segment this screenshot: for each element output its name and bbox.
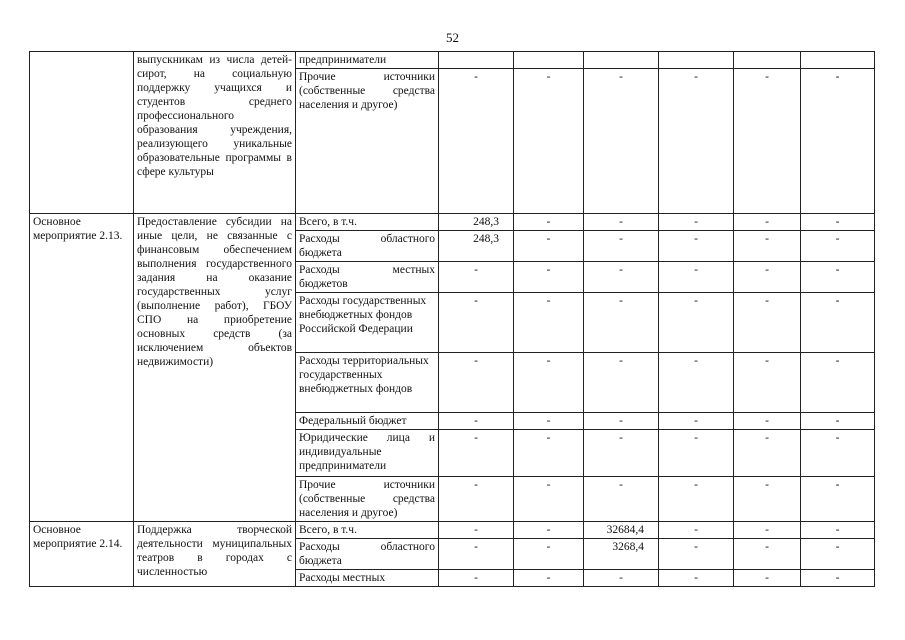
cell-value: -: [734, 293, 801, 353]
cell-value: -: [734, 539, 801, 570]
cell-value: -: [801, 570, 875, 587]
cell-value: -: [801, 413, 875, 430]
cell-source: Расходы областного бюджета: [296, 231, 439, 262]
cell-value: -: [734, 231, 801, 262]
cell-value: -: [659, 570, 734, 587]
cell-value: -: [659, 69, 734, 214]
cell-description: Поддержка творческой деятельности муниципальных театров в городах с численностью: [134, 522, 296, 587]
cell-value: -: [439, 570, 514, 587]
cell-value: -: [514, 477, 584, 522]
cell-value: -: [439, 293, 514, 353]
cell-source: Всего, в т.ч.: [296, 214, 439, 231]
cell-source: Расходы областного бюджета: [296, 539, 439, 570]
cell-value: 3268,4: [584, 539, 659, 570]
table-row: [30, 52, 875, 69]
cell-source: Прочие источники (собственные средства населения и другое): [296, 69, 439, 214]
cell-value: 32684,4: [584, 522, 659, 539]
cell-value: -: [734, 214, 801, 231]
cell-value: -: [439, 353, 514, 413]
cell-description: выпускникам из числа детей-сирот, на социальную поддержку учащихся и студентов среднего профессионального образования учреждения, реализующего уникальные образовательные программы в сфере культуры: [134, 52, 296, 214]
cell-value: -: [801, 214, 875, 231]
cell-value: -: [659, 214, 734, 231]
cell-event: Основное мероприятие 2.13.: [30, 214, 134, 522]
cell-value: -: [659, 353, 734, 413]
cell-value: -: [584, 477, 659, 522]
cell-value: -: [439, 262, 514, 293]
cell-source: предприниматели: [296, 52, 439, 69]
cell-value: -: [801, 477, 875, 522]
cell-value: -: [734, 69, 801, 214]
cell-value: -: [439, 539, 514, 570]
cell-value: -: [584, 69, 659, 214]
table-row: [30, 214, 875, 231]
cell-value: -: [439, 477, 514, 522]
cell-value: -: [439, 522, 514, 539]
cell-value: -: [801, 69, 875, 214]
cell-value: -: [584, 262, 659, 293]
cell-value: -: [734, 430, 801, 477]
cell-value: -: [734, 262, 801, 293]
cell-value: -: [514, 522, 584, 539]
cell-source: Расходы государственных внебюджетных фондов Российской Федерации: [296, 293, 439, 353]
cell-value: -: [801, 539, 875, 570]
cell-value: -: [514, 262, 584, 293]
cell-value: -: [659, 231, 734, 262]
cell-value: -: [659, 413, 734, 430]
cell-value: -: [584, 430, 659, 477]
cell-value: -: [584, 293, 659, 353]
cell-value: -: [439, 413, 514, 430]
cell-value: -: [514, 430, 584, 477]
cell-value: -: [584, 413, 659, 430]
cell-value: -: [801, 231, 875, 262]
page-number: 52: [446, 30, 459, 45]
cell-value: -: [439, 69, 514, 214]
cell-description: Предоставление субсидии на иные цели, не связанные с финансовым обеспечением выполнения государственного задания на оказание государственных услуг (выполнение работ), ГБОУ СПО на приобретение основных средств (за исключением объектов недвижимости): [134, 214, 296, 522]
cell-value: 248,3: [439, 231, 514, 262]
cell-value: -: [514, 214, 584, 231]
cell-source: Расходы местных бюджетов: [296, 262, 439, 293]
cell-value: -: [734, 413, 801, 430]
cell-value: -: [734, 522, 801, 539]
budget-table: [29, 51, 875, 587]
table-row: [30, 522, 875, 539]
cell-value: 248,3: [439, 214, 514, 231]
cell-value: -: [514, 231, 584, 262]
cell-value: -: [659, 539, 734, 570]
cell-value: -: [801, 353, 875, 413]
cell-source: Федеральный бюджет: [296, 413, 439, 430]
cell-value: -: [801, 430, 875, 477]
cell-value: -: [584, 570, 659, 587]
cell-source: Расходы местных: [296, 570, 439, 587]
cell-value: -: [801, 522, 875, 539]
cell-value: -: [801, 262, 875, 293]
cell-source: Прочие источники (собственные средства населения и другое): [296, 477, 439, 522]
cell-event: Основное мероприятие 2.14.: [30, 522, 134, 587]
cell-value: -: [734, 477, 801, 522]
cell-value: -: [584, 353, 659, 413]
cell-source: Всего, в т.ч.: [296, 522, 439, 539]
cell-value: -: [659, 293, 734, 353]
cell-value: -: [801, 293, 875, 353]
cell-value: -: [514, 570, 584, 587]
cell-value: -: [514, 69, 584, 214]
cell-value: -: [514, 293, 584, 353]
cell-value: -: [514, 539, 584, 570]
cell-value: -: [659, 477, 734, 522]
cell-source: Расходы территориальных государственных внебюджетных фондов: [296, 353, 439, 413]
cell-value: -: [514, 413, 584, 430]
cell-value: -: [514, 353, 584, 413]
cell-value: -: [659, 262, 734, 293]
cell-value: -: [439, 430, 514, 477]
cell-value: -: [734, 570, 801, 587]
cell-value: -: [659, 430, 734, 477]
cell-event: [30, 52, 134, 214]
cell-value: -: [734, 353, 801, 413]
cell-value: -: [584, 231, 659, 262]
cell-value: -: [659, 522, 734, 539]
cell-source: Юридические лица и индивидуальные предприниматели: [296, 430, 439, 477]
cell-value: -: [584, 214, 659, 231]
